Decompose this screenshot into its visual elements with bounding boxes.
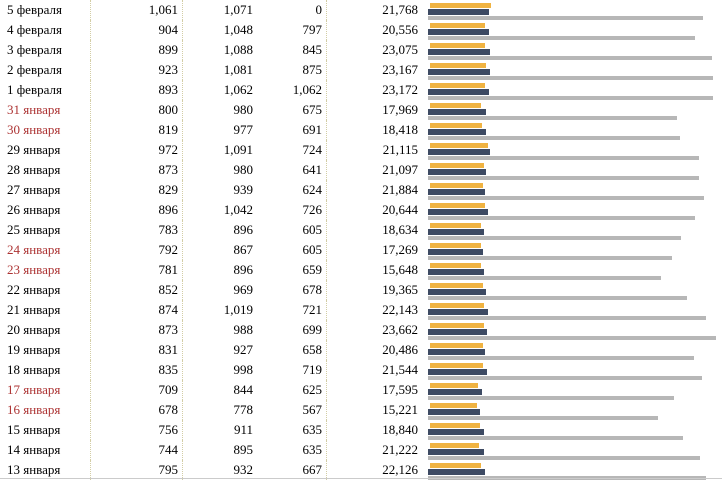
num-col-2-cell: 977 [233, 122, 253, 137]
navy-bar [428, 389, 482, 395]
date-label: 30 января [7, 122, 61, 137]
navy-bar [428, 429, 484, 435]
num-col-3-cell: 699 [257, 320, 327, 340]
num-col-2-cell: 896 [233, 222, 253, 237]
orange-bar [430, 63, 486, 68]
num-col-2-cell: 1,062 [223, 82, 253, 97]
bars-cell [424, 280, 722, 300]
navy-bar [428, 189, 485, 195]
date-cell [0, 220, 91, 240]
date-cell [0, 440, 91, 460]
orange-bar [430, 303, 484, 308]
num-col-1-cell: 904 [91, 20, 183, 40]
date-label: 29 января [7, 142, 61, 157]
num-col-4-cell: 21,222 [382, 442, 418, 457]
orange-bar [430, 3, 491, 8]
date-label: 1 февраля [7, 82, 62, 97]
table-row [0, 200, 722, 220]
orange-bar [430, 163, 484, 168]
num-col-3-cell: 605 [257, 220, 327, 240]
num-col-2-cell: 969 [233, 282, 253, 297]
orange-bar [430, 23, 485, 28]
orange-bar [430, 383, 478, 388]
num-col-4-cell: 22,126 [382, 462, 418, 477]
orange-bar [430, 463, 481, 468]
navy-bar [428, 169, 486, 175]
orange-bar [430, 183, 483, 188]
table-row [0, 120, 722, 140]
num-col-2-cell: 939 [233, 182, 253, 197]
num-col-2-cell: 896 [233, 262, 253, 277]
num-col-1-cell: 829 [91, 180, 183, 200]
num-col-1-cell: 896 [91, 200, 183, 220]
num-col-2-cell: 867 [233, 242, 253, 257]
num-col-1-cell: 678 [91, 400, 183, 420]
date-label: 16 января [7, 402, 61, 417]
date-cell [0, 460, 91, 480]
navy-bar [428, 209, 488, 215]
num-col-4-cell: 15,221 [382, 402, 418, 417]
orange-bar [430, 123, 482, 128]
navy-bar [428, 349, 485, 355]
date-label: 14 января [7, 442, 61, 457]
num-col-2-cell: 1,071 [223, 2, 253, 17]
num-col-3-cell: 605 [257, 240, 327, 260]
date-label: 13 января [7, 462, 61, 477]
num-col-2-cell: 980 [233, 162, 253, 177]
orange-bar [430, 223, 481, 228]
date-cell [0, 360, 91, 380]
num-col-3-cell: 625 [257, 380, 327, 400]
bars-cell [424, 140, 722, 160]
table-bottom-border [0, 478, 722, 479]
orange-bar [430, 403, 477, 408]
num-col-1-cell: 899 [91, 40, 183, 60]
date-cell [0, 320, 91, 340]
bars-cell [424, 440, 722, 460]
date-cell [0, 280, 91, 300]
num-col-4-cell: 21,544 [382, 362, 418, 377]
num-col-2-cell: 911 [233, 422, 253, 437]
date-label: 5 февраля [7, 2, 62, 17]
bars-cell [424, 80, 722, 100]
num-col-2-cell: 778 [233, 402, 253, 417]
num-col-2-cell: 1,019 [223, 302, 253, 317]
bars-cell [424, 420, 722, 440]
num-col-3-cell: 675 [257, 100, 327, 120]
navy-bar [428, 309, 488, 315]
table-row [0, 320, 722, 340]
table-row [0, 440, 722, 460]
navy-bar [428, 369, 487, 375]
date-label: 4 февраля [7, 22, 62, 37]
navy-bar [428, 89, 489, 95]
bars-cell [424, 100, 722, 120]
num-col-1-cell: 781 [91, 260, 183, 280]
date-label: 31 января [7, 102, 61, 117]
bars-cell [424, 300, 722, 320]
num-col-3-cell: 1,062 [257, 80, 327, 100]
navy-bar [428, 249, 483, 255]
bars-cell [424, 160, 722, 180]
table-row [0, 60, 722, 80]
orange-bar [430, 243, 481, 248]
num-col-3-cell: 678 [257, 280, 327, 300]
date-cell [0, 300, 91, 320]
num-col-4-cell: 18,634 [382, 222, 418, 237]
orange-bar [430, 343, 483, 348]
bars-cell [424, 380, 722, 400]
table-row [0, 20, 722, 40]
num-col-3-cell: 635 [257, 440, 327, 460]
navy-bar [428, 289, 486, 295]
orange-bar [430, 423, 480, 428]
num-col-2-cell: 1,081 [223, 62, 253, 77]
orange-bar [430, 103, 481, 108]
date-label: 3 февраля [7, 42, 62, 57]
orange-bar [430, 43, 485, 48]
date-cell [0, 420, 91, 440]
num-col-1-cell: 873 [91, 160, 183, 180]
num-col-4-cell: 20,556 [382, 22, 418, 37]
num-col-3-cell: 658 [257, 340, 327, 360]
num-col-4-cell: 17,969 [382, 102, 418, 117]
bars-cell [424, 260, 722, 280]
date-cell [0, 0, 91, 20]
date-cell [0, 80, 91, 100]
num-col-1-cell: 852 [91, 280, 183, 300]
num-col-4-cell: 20,644 [382, 202, 418, 217]
table-row [0, 140, 722, 160]
date-cell [0, 340, 91, 360]
date-label: 28 января [7, 162, 61, 177]
num-col-4-cell: 18,418 [382, 122, 418, 137]
num-col-1-cell: 819 [91, 120, 183, 140]
table-row [0, 160, 722, 180]
num-col-3-cell: 797 [257, 20, 327, 40]
bars-cell [424, 0, 722, 20]
num-col-4-cell: 23,167 [382, 62, 418, 77]
num-col-1-cell: 972 [91, 140, 183, 160]
navy-bar [428, 29, 489, 35]
bars-cell [424, 60, 722, 80]
num-col-4-cell: 23,075 [382, 42, 418, 57]
date-cell [0, 120, 91, 140]
table-row [0, 340, 722, 360]
bars-cell [424, 220, 722, 240]
num-col-1-cell: 923 [91, 60, 183, 80]
num-col-4-cell: 18,840 [382, 422, 418, 437]
num-col-4-cell: 21,097 [382, 162, 418, 177]
navy-bar [428, 329, 487, 335]
num-col-4-cell: 17,269 [382, 242, 418, 257]
num-col-3-cell: 624 [257, 180, 327, 200]
num-col-2-cell: 1,088 [223, 42, 253, 57]
num-col-4-cell: 21,884 [382, 182, 418, 197]
num-col-2-cell: 1,042 [223, 202, 253, 217]
orange-bar [430, 263, 481, 268]
num-col-3-cell: 726 [257, 200, 327, 220]
date-label: 27 января [7, 182, 61, 197]
num-col-4-cell: 21,768 [382, 2, 418, 17]
table-row [0, 100, 722, 120]
bars-cell [424, 20, 722, 40]
date-label: 24 января [7, 242, 61, 257]
navy-bar [428, 409, 480, 415]
date-cell [0, 240, 91, 260]
navy-bar [428, 69, 490, 75]
date-label: 23 января [7, 262, 61, 277]
num-col-2-cell: 988 [233, 322, 253, 337]
date-cell [0, 140, 91, 160]
table-row [0, 380, 722, 400]
navy-bar [428, 149, 490, 155]
orange-bar [430, 143, 488, 148]
date-label: 26 января [7, 202, 61, 217]
orange-bar [430, 83, 485, 88]
date-label: 2 февраля [7, 62, 62, 77]
num-col-3-cell: 691 [257, 120, 327, 140]
num-col-4-cell: 23,662 [382, 322, 418, 337]
num-col-1-cell: 831 [91, 340, 183, 360]
table-row [0, 420, 722, 440]
navy-bar [428, 129, 486, 135]
date-cell [0, 260, 91, 280]
num-col-1-cell: 709 [91, 380, 183, 400]
navy-bar [428, 469, 485, 475]
num-col-3-cell: 845 [257, 40, 327, 60]
num-col-2-cell: 1,048 [223, 22, 253, 37]
num-col-2-cell: 932 [233, 462, 253, 477]
table-row [0, 460, 722, 480]
num-col-4-cell: 15,648 [382, 262, 418, 277]
num-col-4-cell: 21,115 [382, 142, 418, 157]
table-row [0, 220, 722, 240]
table-row [0, 360, 722, 380]
table-row [0, 0, 722, 20]
num-col-1-cell: 744 [91, 440, 183, 460]
date-label: 17 января [7, 382, 61, 397]
bars-cell [424, 240, 722, 260]
bars-cell [424, 320, 722, 340]
bars-cell [424, 460, 722, 480]
num-col-3-cell: 0 [257, 0, 327, 20]
table-row [0, 40, 722, 60]
num-col-2-cell: 1,091 [223, 142, 253, 157]
num-col-1-cell: 835 [91, 360, 183, 380]
num-col-3-cell: 659 [257, 260, 327, 280]
num-col-4-cell: 23,172 [382, 82, 418, 97]
num-col-4-cell: 22,143 [382, 302, 418, 317]
date-label: 19 января [7, 342, 61, 357]
bars-cell [424, 120, 722, 140]
table-row [0, 240, 722, 260]
navy-bar [428, 109, 486, 115]
num-col-3-cell: 875 [257, 60, 327, 80]
table-row [0, 80, 722, 100]
date-label: 20 января [7, 322, 61, 337]
navy-bar [428, 49, 490, 55]
date-cell [0, 400, 91, 420]
date-cell [0, 380, 91, 400]
bars-cell [424, 40, 722, 60]
orange-bar [430, 443, 479, 448]
num-col-3-cell: 724 [257, 140, 327, 160]
navy-bar [428, 9, 489, 15]
num-col-4-cell: 20,486 [382, 342, 418, 357]
navy-bar [428, 449, 484, 455]
num-col-3-cell: 721 [257, 300, 327, 320]
date-cell [0, 20, 91, 40]
bars-cell [424, 340, 722, 360]
num-col-2-cell: 998 [233, 362, 253, 377]
bars-cell [424, 180, 722, 200]
num-col-4-cell: 19,365 [382, 282, 418, 297]
num-col-3-cell: 719 [257, 360, 327, 380]
num-col-1-cell: 874 [91, 300, 183, 320]
num-col-2-cell: 980 [233, 102, 253, 117]
table-row [0, 400, 722, 420]
date-cell [0, 60, 91, 80]
num-col-1-cell: 893 [91, 80, 183, 100]
num-col-2-cell: 844 [233, 382, 253, 397]
num-col-3-cell: 567 [257, 400, 327, 420]
num-col-1-cell: 1,061 [91, 0, 183, 20]
date-label: 18 января [7, 362, 61, 377]
orange-bar [430, 323, 484, 328]
orange-bar [430, 283, 483, 288]
num-col-1-cell: 795 [91, 460, 183, 480]
date-cell [0, 200, 91, 220]
date-label: 22 января [7, 282, 61, 297]
table-row [0, 300, 722, 320]
num-col-3-cell: 667 [257, 460, 327, 480]
bars-cell [424, 200, 722, 220]
table-row [0, 260, 722, 280]
date-label: 15 января [7, 422, 61, 437]
num-col-2-cell: 927 [233, 342, 253, 357]
bars-cell [424, 360, 722, 380]
navy-bar [428, 229, 484, 235]
num-col-3-cell: 635 [257, 420, 327, 440]
num-col-1-cell: 800 [91, 100, 183, 120]
num-col-2-cell: 895 [233, 442, 253, 457]
table-row [0, 280, 722, 300]
bars-cell [424, 400, 722, 420]
date-label: 21 января [7, 302, 61, 317]
date-cell [0, 160, 91, 180]
date-cell [0, 100, 91, 120]
date-cell [0, 180, 91, 200]
orange-bar [430, 203, 485, 208]
num-col-1-cell: 873 [91, 320, 183, 340]
num-col-1-cell: 792 [91, 240, 183, 260]
num-col-4-cell: 17,595 [382, 382, 418, 397]
navy-bar [428, 269, 484, 275]
date-cell [0, 40, 91, 60]
table-row [0, 180, 722, 200]
num-col-1-cell: 756 [91, 420, 183, 440]
num-col-1-cell: 783 [91, 220, 183, 240]
date-label: 25 января [7, 222, 61, 237]
orange-bar [430, 363, 483, 368]
num-col-3-cell: 641 [257, 160, 327, 180]
